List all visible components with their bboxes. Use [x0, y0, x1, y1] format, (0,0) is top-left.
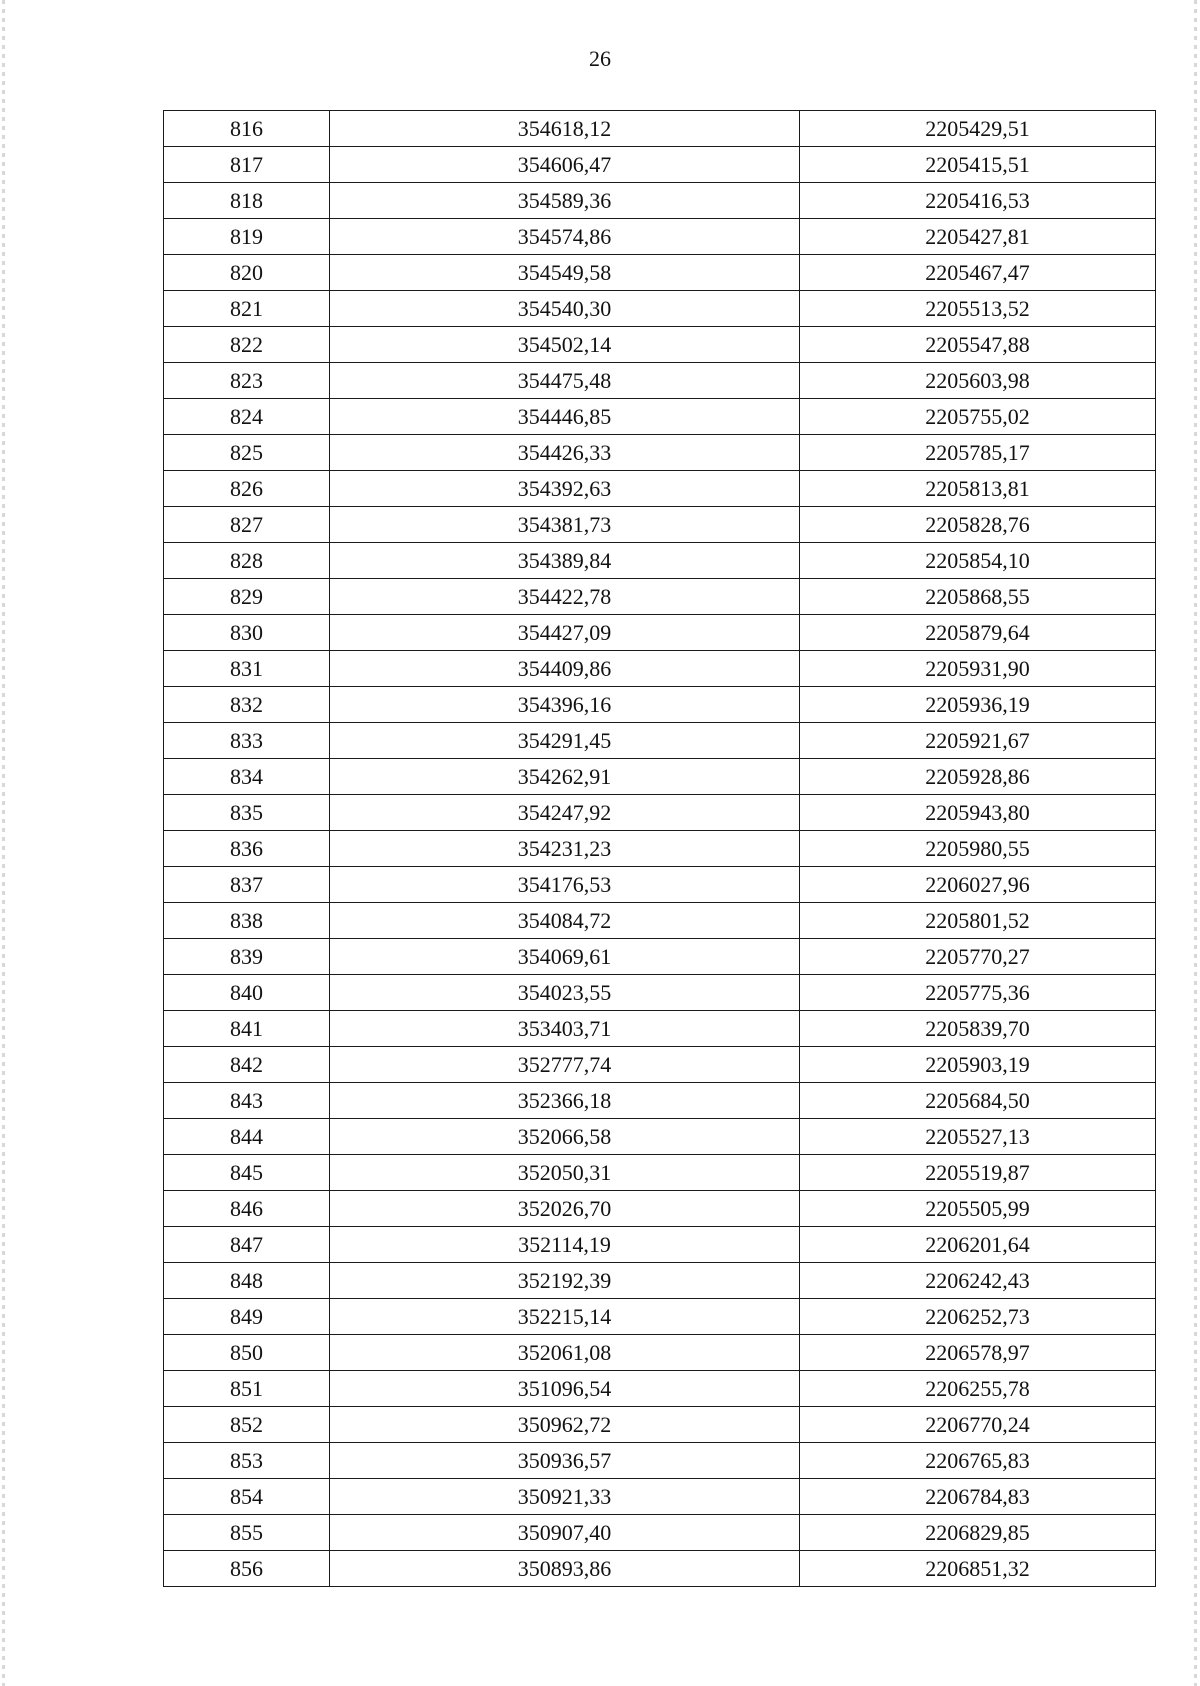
coordinates-table-body [164, 111, 1156, 1587]
table-row [164, 1443, 1156, 1479]
table-row [164, 759, 1156, 795]
y-coordinate-cell: 2205903,19 [800, 1047, 1156, 1083]
scan-edge-right [1194, 0, 1197, 1686]
scan-edge-left [2, 0, 5, 1686]
point-number-cell: 827 [164, 507, 330, 543]
point-number-cell: 846 [164, 1191, 330, 1227]
table-row [164, 831, 1156, 867]
x-coordinate-cell: 353403,71 [330, 1011, 800, 1047]
point-number-cell: 848 [164, 1263, 330, 1299]
point-number-cell: 823 [164, 363, 330, 399]
table-row [164, 1083, 1156, 1119]
table-row [164, 1335, 1156, 1371]
table-row [164, 471, 1156, 507]
point-number-cell: 816 [164, 111, 330, 147]
table-row [164, 1011, 1156, 1047]
y-coordinate-cell: 2205427,81 [800, 219, 1156, 255]
x-coordinate-cell: 354409,86 [330, 651, 800, 687]
x-coordinate-cell: 354396,16 [330, 687, 800, 723]
table-row [164, 1155, 1156, 1191]
x-coordinate-cell: 354291,45 [330, 723, 800, 759]
table-row [164, 1263, 1156, 1299]
table-row [164, 903, 1156, 939]
table-row [164, 291, 1156, 327]
point-number-cell: 833 [164, 723, 330, 759]
y-coordinate-cell: 2205467,47 [800, 255, 1156, 291]
x-coordinate-cell: 354231,23 [330, 831, 800, 867]
x-coordinate-cell: 354427,09 [330, 615, 800, 651]
y-coordinate-cell: 2205416,53 [800, 183, 1156, 219]
x-coordinate-cell: 350962,72 [330, 1407, 800, 1443]
table-row [164, 939, 1156, 975]
point-number-cell: 839 [164, 939, 330, 975]
y-coordinate-cell: 2205429,51 [800, 111, 1156, 147]
x-coordinate-cell: 354574,86 [330, 219, 800, 255]
table-row [164, 1479, 1156, 1515]
y-coordinate-cell: 2205513,52 [800, 291, 1156, 327]
table-row [164, 183, 1156, 219]
point-number-cell: 847 [164, 1227, 330, 1263]
x-coordinate-cell: 354069,61 [330, 939, 800, 975]
y-coordinate-cell: 2206784,83 [800, 1479, 1156, 1515]
point-number-cell: 830 [164, 615, 330, 651]
point-number-cell: 835 [164, 795, 330, 831]
x-coordinate-cell: 352215,14 [330, 1299, 800, 1335]
point-number-cell: 836 [164, 831, 330, 867]
table-row [164, 723, 1156, 759]
x-coordinate-cell: 352066,58 [330, 1119, 800, 1155]
x-coordinate-cell: 354446,85 [330, 399, 800, 435]
x-coordinate-cell: 354549,58 [330, 255, 800, 291]
point-number-cell: 831 [164, 651, 330, 687]
y-coordinate-cell: 2205921,67 [800, 723, 1156, 759]
point-number-cell: 843 [164, 1083, 330, 1119]
y-coordinate-cell: 2206255,78 [800, 1371, 1156, 1407]
y-coordinate-cell: 2205801,52 [800, 903, 1156, 939]
x-coordinate-cell: 354502,14 [330, 327, 800, 363]
y-coordinate-cell: 2205854,10 [800, 543, 1156, 579]
y-coordinate-cell: 2205505,99 [800, 1191, 1156, 1227]
y-coordinate-cell: 2206201,64 [800, 1227, 1156, 1263]
x-coordinate-cell: 352026,70 [330, 1191, 800, 1227]
x-coordinate-cell: 354426,33 [330, 435, 800, 471]
x-coordinate-cell: 350921,33 [330, 1479, 800, 1515]
x-coordinate-cell: 354084,72 [330, 903, 800, 939]
x-coordinate-cell: 350893,86 [330, 1551, 800, 1587]
table-row [164, 1371, 1156, 1407]
point-number-cell: 825 [164, 435, 330, 471]
table-row [164, 1299, 1156, 1335]
point-number-cell: 854 [164, 1479, 330, 1515]
y-coordinate-cell: 2205868,55 [800, 579, 1156, 615]
point-number-cell: 828 [164, 543, 330, 579]
table-row [164, 1407, 1156, 1443]
y-coordinate-cell: 2206770,24 [800, 1407, 1156, 1443]
y-coordinate-cell: 2205547,88 [800, 327, 1156, 363]
x-coordinate-cell: 352366,18 [330, 1083, 800, 1119]
x-coordinate-cell: 354262,91 [330, 759, 800, 795]
x-coordinate-cell: 350936,57 [330, 1443, 800, 1479]
table-row [164, 1227, 1156, 1263]
x-coordinate-cell: 352114,19 [330, 1227, 800, 1263]
y-coordinate-cell: 2205519,87 [800, 1155, 1156, 1191]
point-number-cell: 820 [164, 255, 330, 291]
y-coordinate-cell: 2206242,43 [800, 1263, 1156, 1299]
x-coordinate-cell: 354606,47 [330, 147, 800, 183]
table-row [164, 1515, 1156, 1551]
y-coordinate-cell: 2205936,19 [800, 687, 1156, 723]
y-coordinate-cell: 2205928,86 [800, 759, 1156, 795]
y-coordinate-cell: 2205980,55 [800, 831, 1156, 867]
point-number-cell: 844 [164, 1119, 330, 1155]
point-number-cell: 852 [164, 1407, 330, 1443]
point-number-cell: 840 [164, 975, 330, 1011]
y-coordinate-cell: 2206578,97 [800, 1335, 1156, 1371]
point-number-cell: 855 [164, 1515, 330, 1551]
y-coordinate-cell: 2206829,85 [800, 1515, 1156, 1551]
x-coordinate-cell: 352192,39 [330, 1263, 800, 1299]
table-row [164, 1551, 1156, 1587]
y-coordinate-cell: 2205943,80 [800, 795, 1156, 831]
y-coordinate-cell: 2206027,96 [800, 867, 1156, 903]
table-row [164, 543, 1156, 579]
table-row [164, 363, 1156, 399]
y-coordinate-cell: 2205931,90 [800, 651, 1156, 687]
table-row [164, 327, 1156, 363]
x-coordinate-cell: 354422,78 [330, 579, 800, 615]
x-coordinate-cell: 354023,55 [330, 975, 800, 1011]
y-coordinate-cell: 2205839,70 [800, 1011, 1156, 1047]
x-coordinate-cell: 354381,73 [330, 507, 800, 543]
table-row [164, 507, 1156, 543]
y-coordinate-cell: 2205813,81 [800, 471, 1156, 507]
y-coordinate-cell: 2206252,73 [800, 1299, 1156, 1335]
table-row [164, 1191, 1156, 1227]
x-coordinate-cell: 354389,84 [330, 543, 800, 579]
x-coordinate-cell: 354392,63 [330, 471, 800, 507]
table-row [164, 111, 1156, 147]
x-coordinate-cell: 350907,40 [330, 1515, 800, 1551]
point-number-cell: 829 [164, 579, 330, 615]
point-number-cell: 837 [164, 867, 330, 903]
point-number-cell: 841 [164, 1011, 330, 1047]
x-coordinate-cell: 354247,92 [330, 795, 800, 831]
point-number-cell: 850 [164, 1335, 330, 1371]
y-coordinate-cell: 2205527,13 [800, 1119, 1156, 1155]
table-row [164, 147, 1156, 183]
table-row [164, 651, 1156, 687]
y-coordinate-cell: 2205684,50 [800, 1083, 1156, 1119]
point-number-cell: 817 [164, 147, 330, 183]
table-row [164, 399, 1156, 435]
coordinates-table [163, 110, 1156, 1587]
table-row [164, 975, 1156, 1011]
point-number-cell: 826 [164, 471, 330, 507]
x-coordinate-cell: 351096,54 [330, 1371, 800, 1407]
table-row [164, 615, 1156, 651]
y-coordinate-cell: 2205770,27 [800, 939, 1156, 975]
table-row [164, 435, 1156, 471]
table-row [164, 1119, 1156, 1155]
table-row [164, 1047, 1156, 1083]
y-coordinate-cell: 2205775,36 [800, 975, 1156, 1011]
x-coordinate-cell: 352777,74 [330, 1047, 800, 1083]
point-number-cell: 851 [164, 1371, 330, 1407]
point-number-cell: 849 [164, 1299, 330, 1335]
table-row [164, 219, 1156, 255]
point-number-cell: 845 [164, 1155, 330, 1191]
table-row [164, 867, 1156, 903]
y-coordinate-cell: 2205415,51 [800, 147, 1156, 183]
page-number: 26 [589, 46, 611, 71]
point-number-cell: 822 [164, 327, 330, 363]
x-coordinate-cell: 354475,48 [330, 363, 800, 399]
y-coordinate-cell: 2205785,17 [800, 435, 1156, 471]
y-coordinate-cell: 2205603,98 [800, 363, 1156, 399]
point-number-cell: 853 [164, 1443, 330, 1479]
point-number-cell: 821 [164, 291, 330, 327]
table-row [164, 795, 1156, 831]
x-coordinate-cell: 352061,08 [330, 1335, 800, 1371]
y-coordinate-cell: 2205828,76 [800, 507, 1156, 543]
point-number-cell: 856 [164, 1551, 330, 1587]
y-coordinate-cell: 2205879,64 [800, 615, 1156, 651]
x-coordinate-cell: 354589,36 [330, 183, 800, 219]
point-number-cell: 819 [164, 219, 330, 255]
x-coordinate-cell: 354618,12 [330, 111, 800, 147]
table-row [164, 255, 1156, 291]
point-number-cell: 824 [164, 399, 330, 435]
x-coordinate-cell: 354176,53 [330, 867, 800, 903]
point-number-cell: 842 [164, 1047, 330, 1083]
point-number-cell: 838 [164, 903, 330, 939]
y-coordinate-cell: 2206851,32 [800, 1551, 1156, 1587]
x-coordinate-cell: 352050,31 [330, 1155, 800, 1191]
y-coordinate-cell: 2205755,02 [800, 399, 1156, 435]
y-coordinate-cell: 2206765,83 [800, 1443, 1156, 1479]
table-row [164, 579, 1156, 615]
table-row [164, 687, 1156, 723]
point-number-cell: 832 [164, 687, 330, 723]
point-number-cell: 834 [164, 759, 330, 795]
x-coordinate-cell: 354540,30 [330, 291, 800, 327]
point-number-cell: 818 [164, 183, 330, 219]
